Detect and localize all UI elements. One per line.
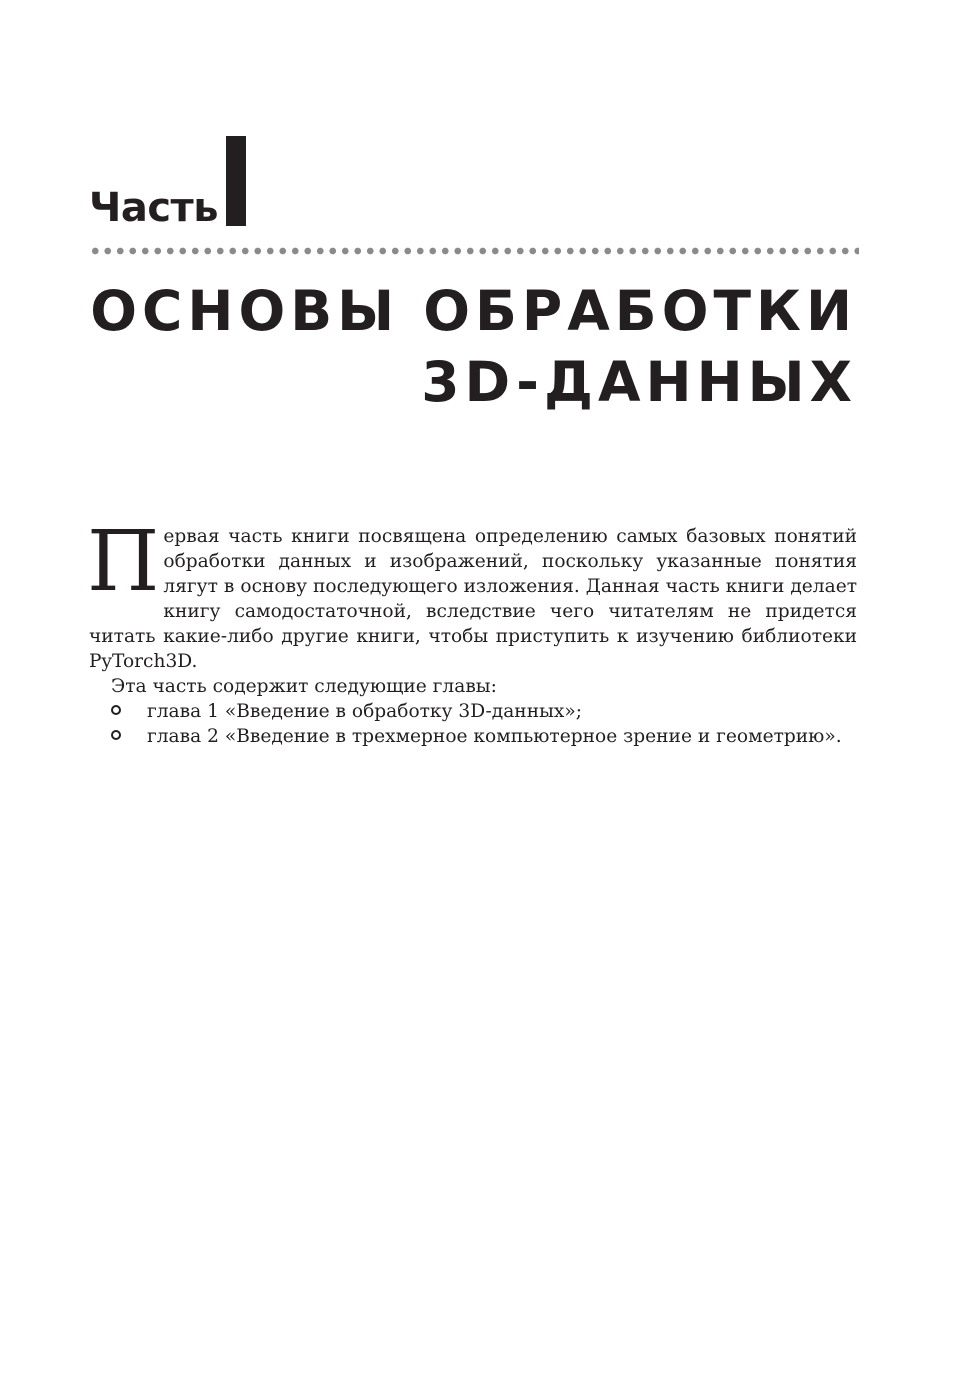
chapter-list	[89, 699, 857, 749]
part-title	[90, 276, 857, 418]
chapter-item-text: глава 1 «Введение в обработку 3D-данных»;	[147, 701, 583, 722]
drop-cap: П	[87, 513, 160, 610]
dotted-divider	[89, 246, 859, 256]
part-title-line-1: ОСНОВЫ ОБРАБОТКИ	[90, 279, 857, 343]
list-item	[89, 724, 857, 749]
part-header	[89, 128, 859, 231]
intro-section	[87, 513, 857, 749]
list-item	[89, 699, 857, 724]
part-label: Часть	[89, 185, 219, 231]
intro-paragraph	[87, 513, 857, 674]
intro-paragraph-text: ервая часть книги посвящена определению самых базовых понятий обработки данных и изображений, поскольку указанные понятия лягут в основу последующего изложения. Данная часть книги делает книгу самодостаточной, вследствие чего читателям не придется читать какие-либо другие книги, чтобы приступить к изучению библиотеки PyTorch3D.	[89, 526, 857, 672]
part-title-line-2: 3D-ДАННЫХ	[421, 350, 857, 414]
chapter-item-text: глава 2 «Введение в трехмерное компьютерное зрение и геометрию».	[147, 726, 842, 747]
circle-bullet-icon	[111, 730, 121, 740]
contents-intro: Эта часть содержит следующие главы:	[111, 676, 497, 697]
part-numeral-roman-one	[226, 136, 246, 226]
circle-bullet-icon	[111, 705, 121, 715]
